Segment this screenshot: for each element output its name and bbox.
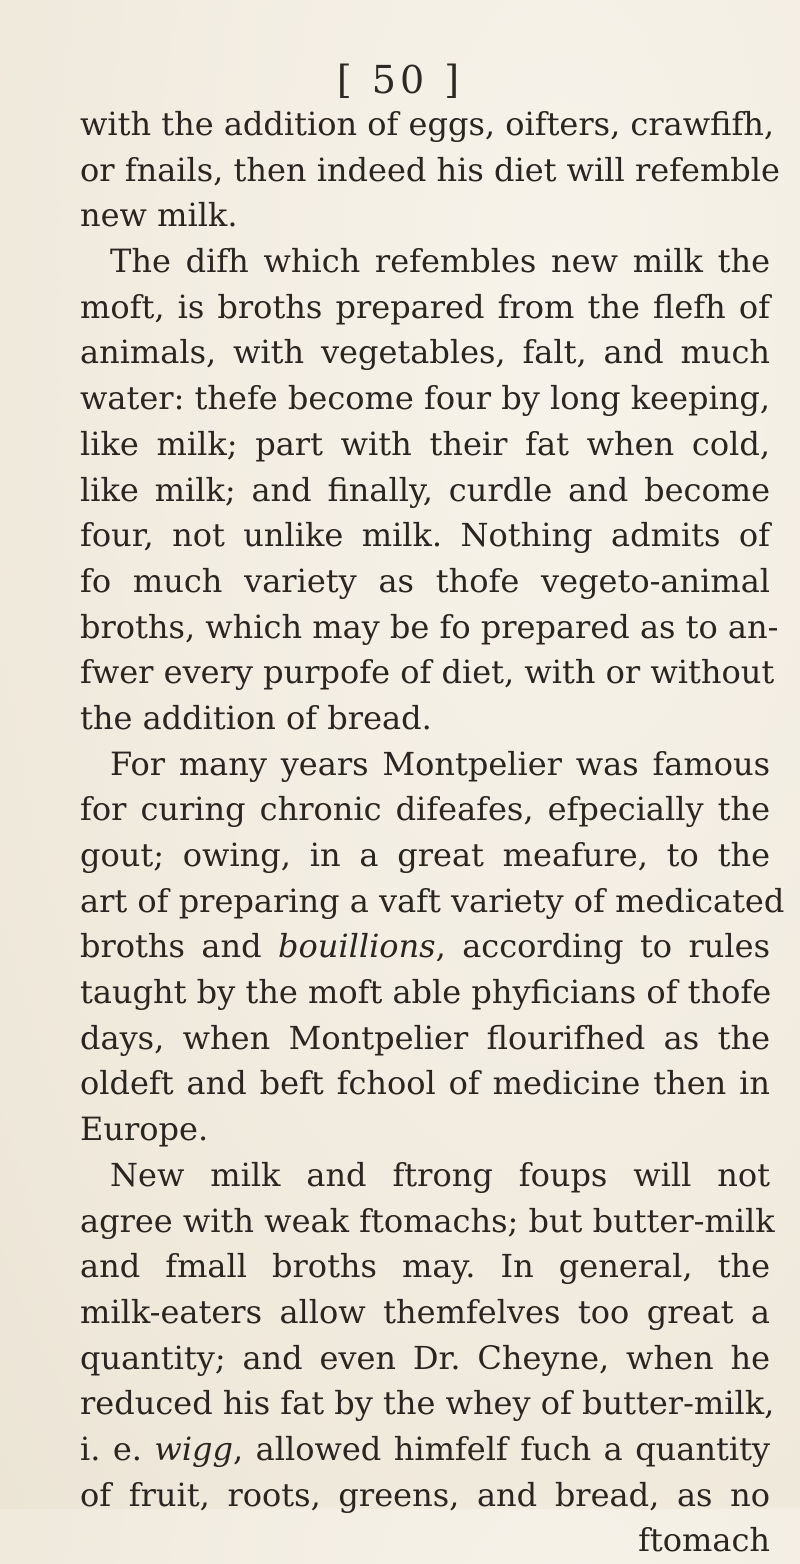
text-fragment: , according to rules [435,927,771,966]
text-line: broths, which may be fo prepared as to an- [80,607,779,646]
text-line: four, not unlike milk. Nothing admits of [80,516,770,555]
text-line: Europe. [80,1110,209,1149]
text-line: art of preparing a vaft variety of medicated [80,881,785,920]
text-line: for curing chronic difeafes, efpecially the [80,790,770,829]
text-line: The difh which refembles new milk the [110,242,770,281]
text-line: animals, with vegetables, falt, and much [80,333,770,372]
text-line: with the addition of eggs, oifters, crawfifh, [80,105,775,143]
text-line: new milk. [80,196,238,235]
text-line: fo much variety as thofe vegeto-animal [80,561,770,600]
italic-word: wigg [154,1429,234,1468]
text-line: days, when Montpelier flourifhed as the [80,1018,770,1057]
text-line: reduced his fat by the whey of butter-milk, [80,1384,775,1423]
text-line: milk-eaters allow themfelves too great a [80,1292,770,1331]
text-line: taught by the moft able phyficians of thofe [80,973,772,1012]
text-line: For many years Montpelier was famous [110,744,770,783]
text-line [80,1427,770,1473]
page-number: [ 50 ] [336,58,464,102]
body-text [80,102,785,1564]
text-line: or fnails, then indeed his diet will refemble [80,150,780,189]
text-line: like milk; and finally, curdle and become [80,470,770,509]
text-line: oldeft and beft fchool of medicine then in [80,1064,770,1103]
text-line: moft, is broths prepared from the flefh of [80,287,770,326]
text-line: quantity; and even Dr. Cheyne, when he [80,1338,770,1377]
text-line: the addition of bread. [80,698,432,737]
text-line: of fruit, roots, greens, and bread, as no [80,1475,770,1514]
text-line: ftomach [638,1521,770,1560]
text-line: New milk and ftrong foups will not [110,1155,770,1194]
text-line: and fmall broths may. In general, the [80,1247,770,1286]
text-line: gout; owing, in a great meafure, to the [80,836,770,874]
italic-word: bouillions [278,927,436,966]
text-line: like milk; part with their fat when cold, [80,424,770,463]
text-fragment: , allowed himfelf fuch a quantity [233,1429,770,1468]
text-fragment: i. e. [80,1429,155,1468]
text-fragment: broths and [80,927,278,966]
text-line [80,924,770,970]
text-line: water: thefe become four by long keeping, [80,379,770,418]
text-line: agree with weak ftomachs; but butter-milk [80,1201,775,1240]
text-line: fwer every purpofe of diet, with or without [80,653,775,692]
